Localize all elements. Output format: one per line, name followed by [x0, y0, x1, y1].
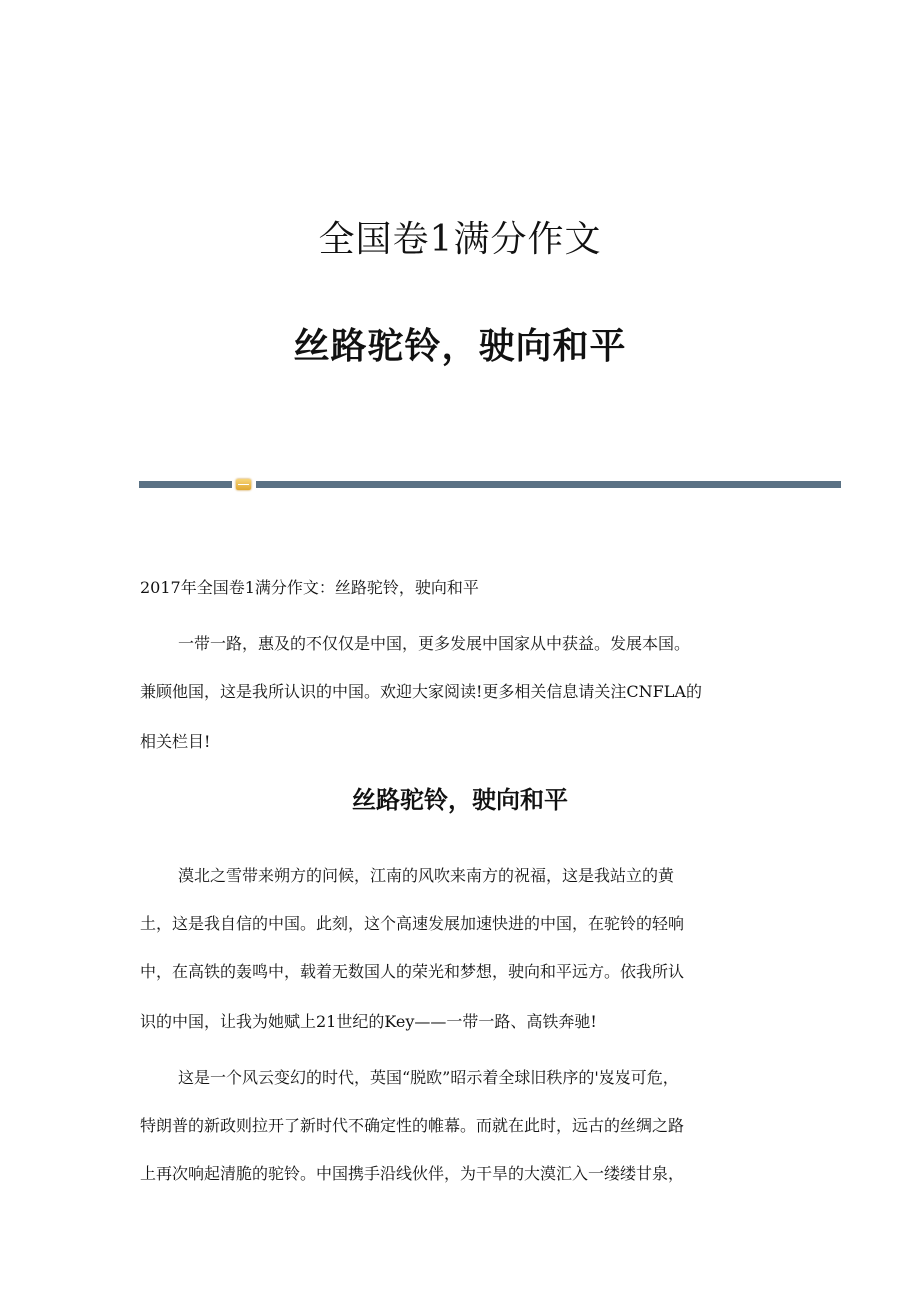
paragraph-line: 漠北之雪带来朔方的问候，江南的风吹来南方的祝福，这是我站立的黄: [178, 866, 675, 885]
summary-line: 相关栏目!: [140, 732, 211, 751]
paragraph-line: 上再次响起清脆的驼铃。中国携手沿线伙伴，为干旱的大漠汇入一缕缕甘泉，: [140, 1164, 685, 1183]
divider-bar-right: [256, 481, 841, 488]
document-subtitle: 丝路驼铃，驶向和平: [293, 325, 627, 367]
summary-line: 兼顾他国，这是我所认识的中国。欢迎大家阅读!更多相关信息请关注CNFLA的: [140, 682, 702, 701]
intro-line: 2017年全国卷1满分作文：丝路驼铃，驶向和平: [140, 578, 479, 597]
paragraph-line: 识的中国，让我为她赋上21世纪的Key——一带一路、高铁奔驰!: [140, 1012, 597, 1031]
section-heading: 丝路驼铃，驶向和平: [352, 785, 568, 814]
paragraph-line: 中，在高铁的轰鸣中，载着无数国人的荣光和梦想，驶向和平远方。依我所认: [140, 962, 685, 981]
title-divider: [139, 479, 841, 489]
envelope-ornament-icon: [236, 479, 251, 490]
paragraph-line: 这是一个风云变幻的时代，英国“脱欧”昭示着全球旧秩序的'岌岌可危，: [178, 1068, 679, 1087]
summary-line: 一带一路，惠及的不仅仅是中国，更多发展中国家从中获益。发展本国。: [178, 634, 691, 653]
paragraph-line: 特朗普的新政则拉开了新时代不确定性的帷幕。而就在此时，远古的丝绸之路: [140, 1116, 685, 1135]
paragraph-line: 土，这是我自信的中国。此刻，这个高速发展加速快进的中国，在驼铃的轻响: [140, 914, 685, 933]
divider-bar-left: [139, 481, 232, 488]
document-title: 全国卷1满分作文: [318, 219, 602, 260]
